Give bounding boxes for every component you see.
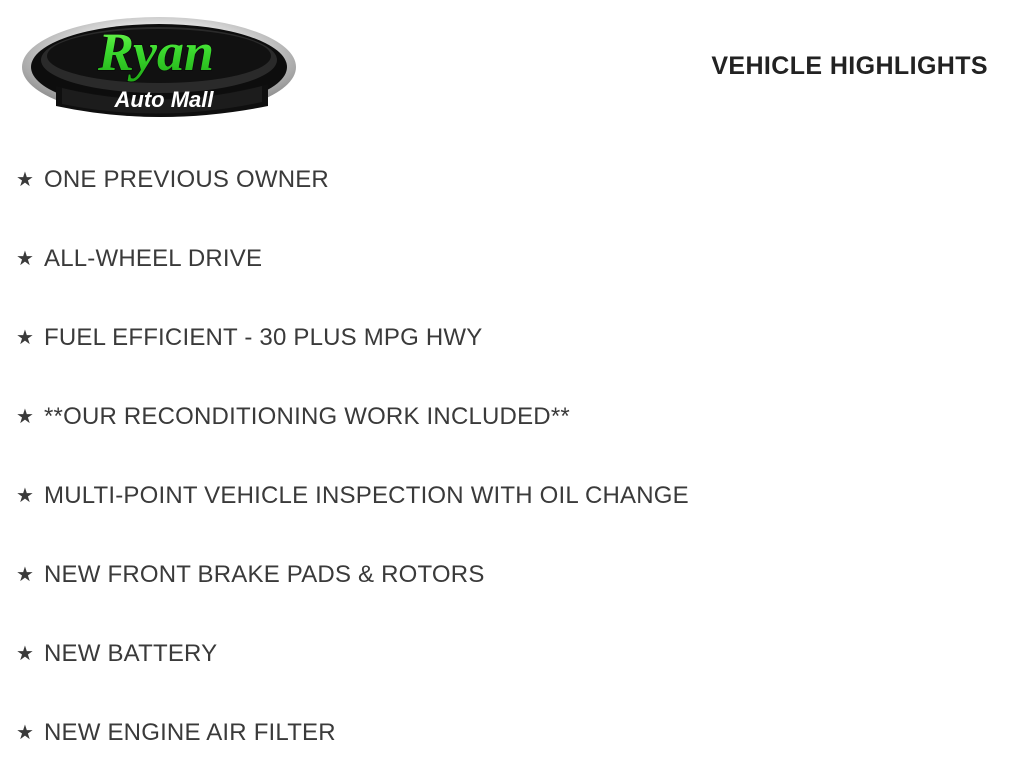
star-icon: ★ (16, 484, 34, 507)
highlight-text: **OUR RECONDITIONING WORK INCLUDED** (44, 402, 570, 430)
star-icon: ★ (16, 721, 34, 744)
star-icon: ★ (16, 326, 34, 349)
highlight-text: NEW ENGINE AIR FILTER (44, 718, 336, 746)
page-title: VEHICLE HIGHLIGHTS (711, 52, 988, 80)
star-icon: ★ (16, 405, 34, 428)
svg-text:Auto Mall: Auto Mall (114, 87, 214, 112)
star-icon: ★ (16, 168, 34, 191)
svg-text:Ryan: Ryan (97, 22, 215, 82)
list-item (0, 219, 1024, 298)
highlight-text: NEW FRONT BRAKE PADS & ROTORS (44, 560, 485, 588)
star-icon: ★ (16, 247, 34, 270)
list-item (0, 535, 1024, 614)
list-item (0, 693, 1024, 772)
logo-graphic (18, 8, 300, 126)
highlight-text: ONE PREVIOUS OWNER (44, 165, 329, 193)
highlight-text: ALL-WHEEL DRIVE (44, 244, 263, 272)
list-item (0, 140, 1024, 219)
star-icon: ★ (16, 642, 34, 665)
highlight-text: MULTI-POINT VEHICLE INSPECTION WITH OIL CHANGE (44, 481, 689, 509)
list-item (0, 614, 1024, 693)
highlight-text: NEW BATTERY (44, 639, 218, 667)
list-item (0, 298, 1024, 377)
page-header (0, 0, 1024, 132)
star-icon: ★ (16, 563, 34, 586)
vehicle-highlights-list (0, 140, 1024, 772)
list-item (0, 377, 1024, 456)
ryan-auto-mall-logo (18, 8, 300, 126)
list-item (0, 456, 1024, 535)
highlight-text: FUEL EFFICIENT - 30 PLUS MPG HWY (44, 323, 483, 351)
